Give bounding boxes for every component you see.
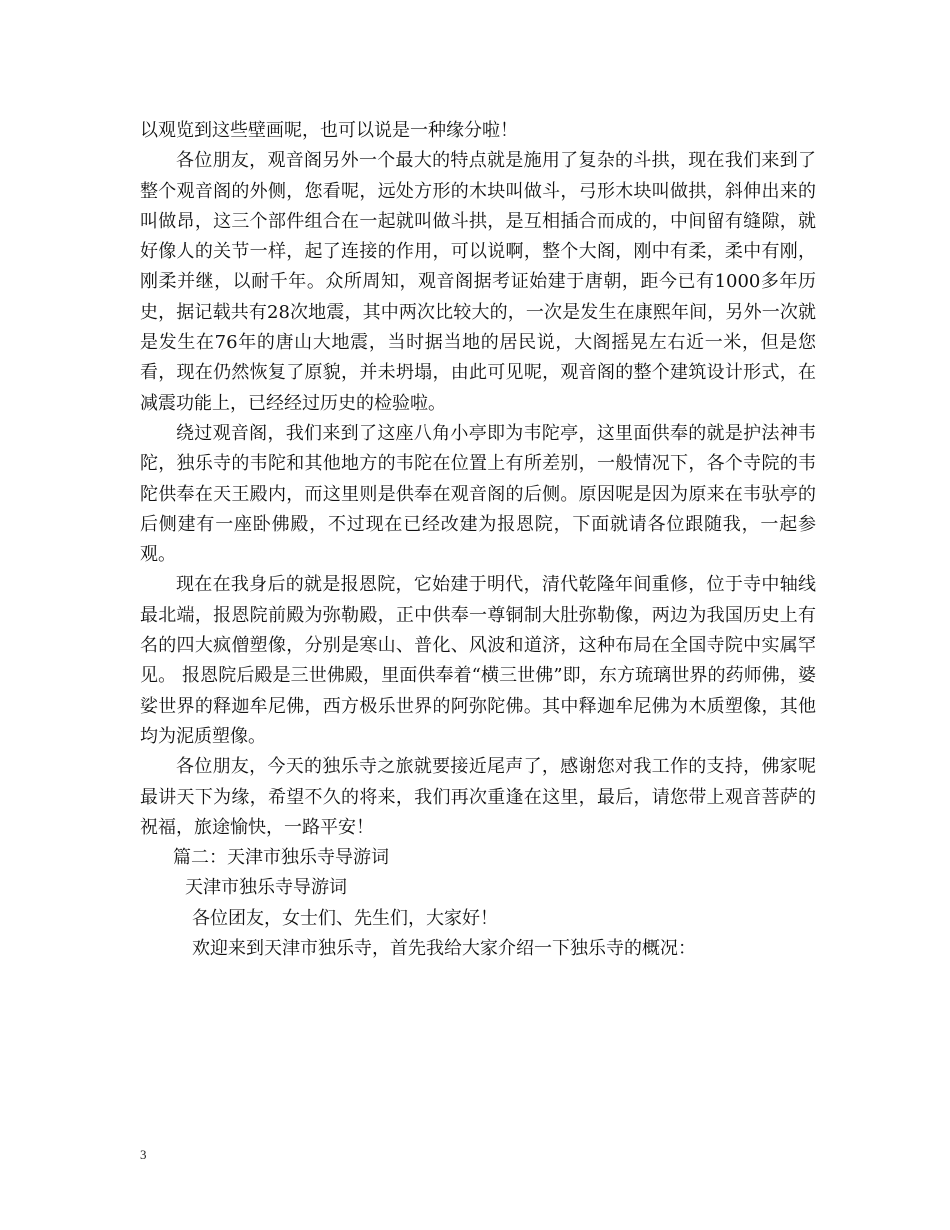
paragraph-greeting: 各位团友，女士们、先生们，大家好！ xyxy=(192,907,498,929)
section-title: 天津市独乐寺导游词 xyxy=(185,877,347,899)
paragraph-continuation: 以观览到这些壁画呢，也可以说是一种缘分啦！ xyxy=(140,120,518,141)
page-number: 3 xyxy=(140,1147,147,1162)
paragraph-baoen-courtyard: 现在在我身后的就是报恩院，它始建于明代，清代乾隆年间重修，位于寺中轴线最北端，报恩院前殿为弥勒殿，正中供奉一尊铜制大肚弥勒像，两边为我国历史上有名的四大疯僧塑像，分别是寒山、普化、风波和道济，这种布局在全国寺院中实属罕见。 报恩院后殿是三世佛殿，里面供奉着“横三世佛”即，东方琉璃世界的药师佛，婆娑世界的释迦牟尼佛，西方极乐世界的阿弥陀佛。其中释迦牟尼佛为木质塑像，其他均为泥质塑像。 xyxy=(140,574,816,747)
section-heading: 篇二：天津市独乐寺导游词 xyxy=(173,847,389,869)
paragraph-weituo-pavilion: 绕过观音阁，我们来到了这座八角小亭即为韦陀亭，这里面供奉的就是护法神韦陀，独乐寺的韦陀和其他地方的韦陀在位置上有所差别，一般情况下，各个寺院的韦陀供奉在天王殿内，而这里则是供奉在观音阁的后侧。原因呢是因为原来在韦驮亭的后侧建有一座卧佛殿，不过现在已经改建为报恩院，下面就请各位跟随我，一起参观。 xyxy=(140,422,816,566)
paragraph-bracket-sets: 各位朋友，观音阁另外一个最大的特点就是施用了复杂的斗拱，现在我们来到了整个观音阁的外侧，您看呢，远处方形的木块叫做斗，弓形木块叫做拱，斜伸出来的叫做昂，这三个部件组合在一起就叫做斗拱，是互相插合而成的，中间留有缝隙，就好像人的关节一样，起了连接的作用，可以说啊，整个大阁，刚中有柔，柔中有刚，刚柔并继，以耐千年。众所周知，观音阁据考证始建于唐朝，距今已有1000多年历史，据记载共有28次地震，其中两次比较大的，一次是发生在康熙年间，另外一次就是发生在76年的唐山大地震，当时据当地的居民说，大阁摇晃左右近一米，但是您看，现在仍然恢复了原貌，并未坍塌，由此可见呢，观音阁的整个建筑设计形式，在减震功能上，已经经过历史的检验啦。 xyxy=(140,150,816,414)
paragraph-welcome: 欢迎来到天津市独乐寺，首先我给大家介绍一下独乐寺的概况： xyxy=(192,938,696,960)
document-body xyxy=(140,116,816,964)
paragraph-farewell: 各位朋友，今天的独乐寺之旅就要接近尾声了，感谢您对我工作的支持，佛家呢最讲天下为缘，希望不久的将来，我们再次重逢在这里，最后，请您带上观音菩萨的祝福，旅途愉快，一路平安！ xyxy=(140,756,816,838)
